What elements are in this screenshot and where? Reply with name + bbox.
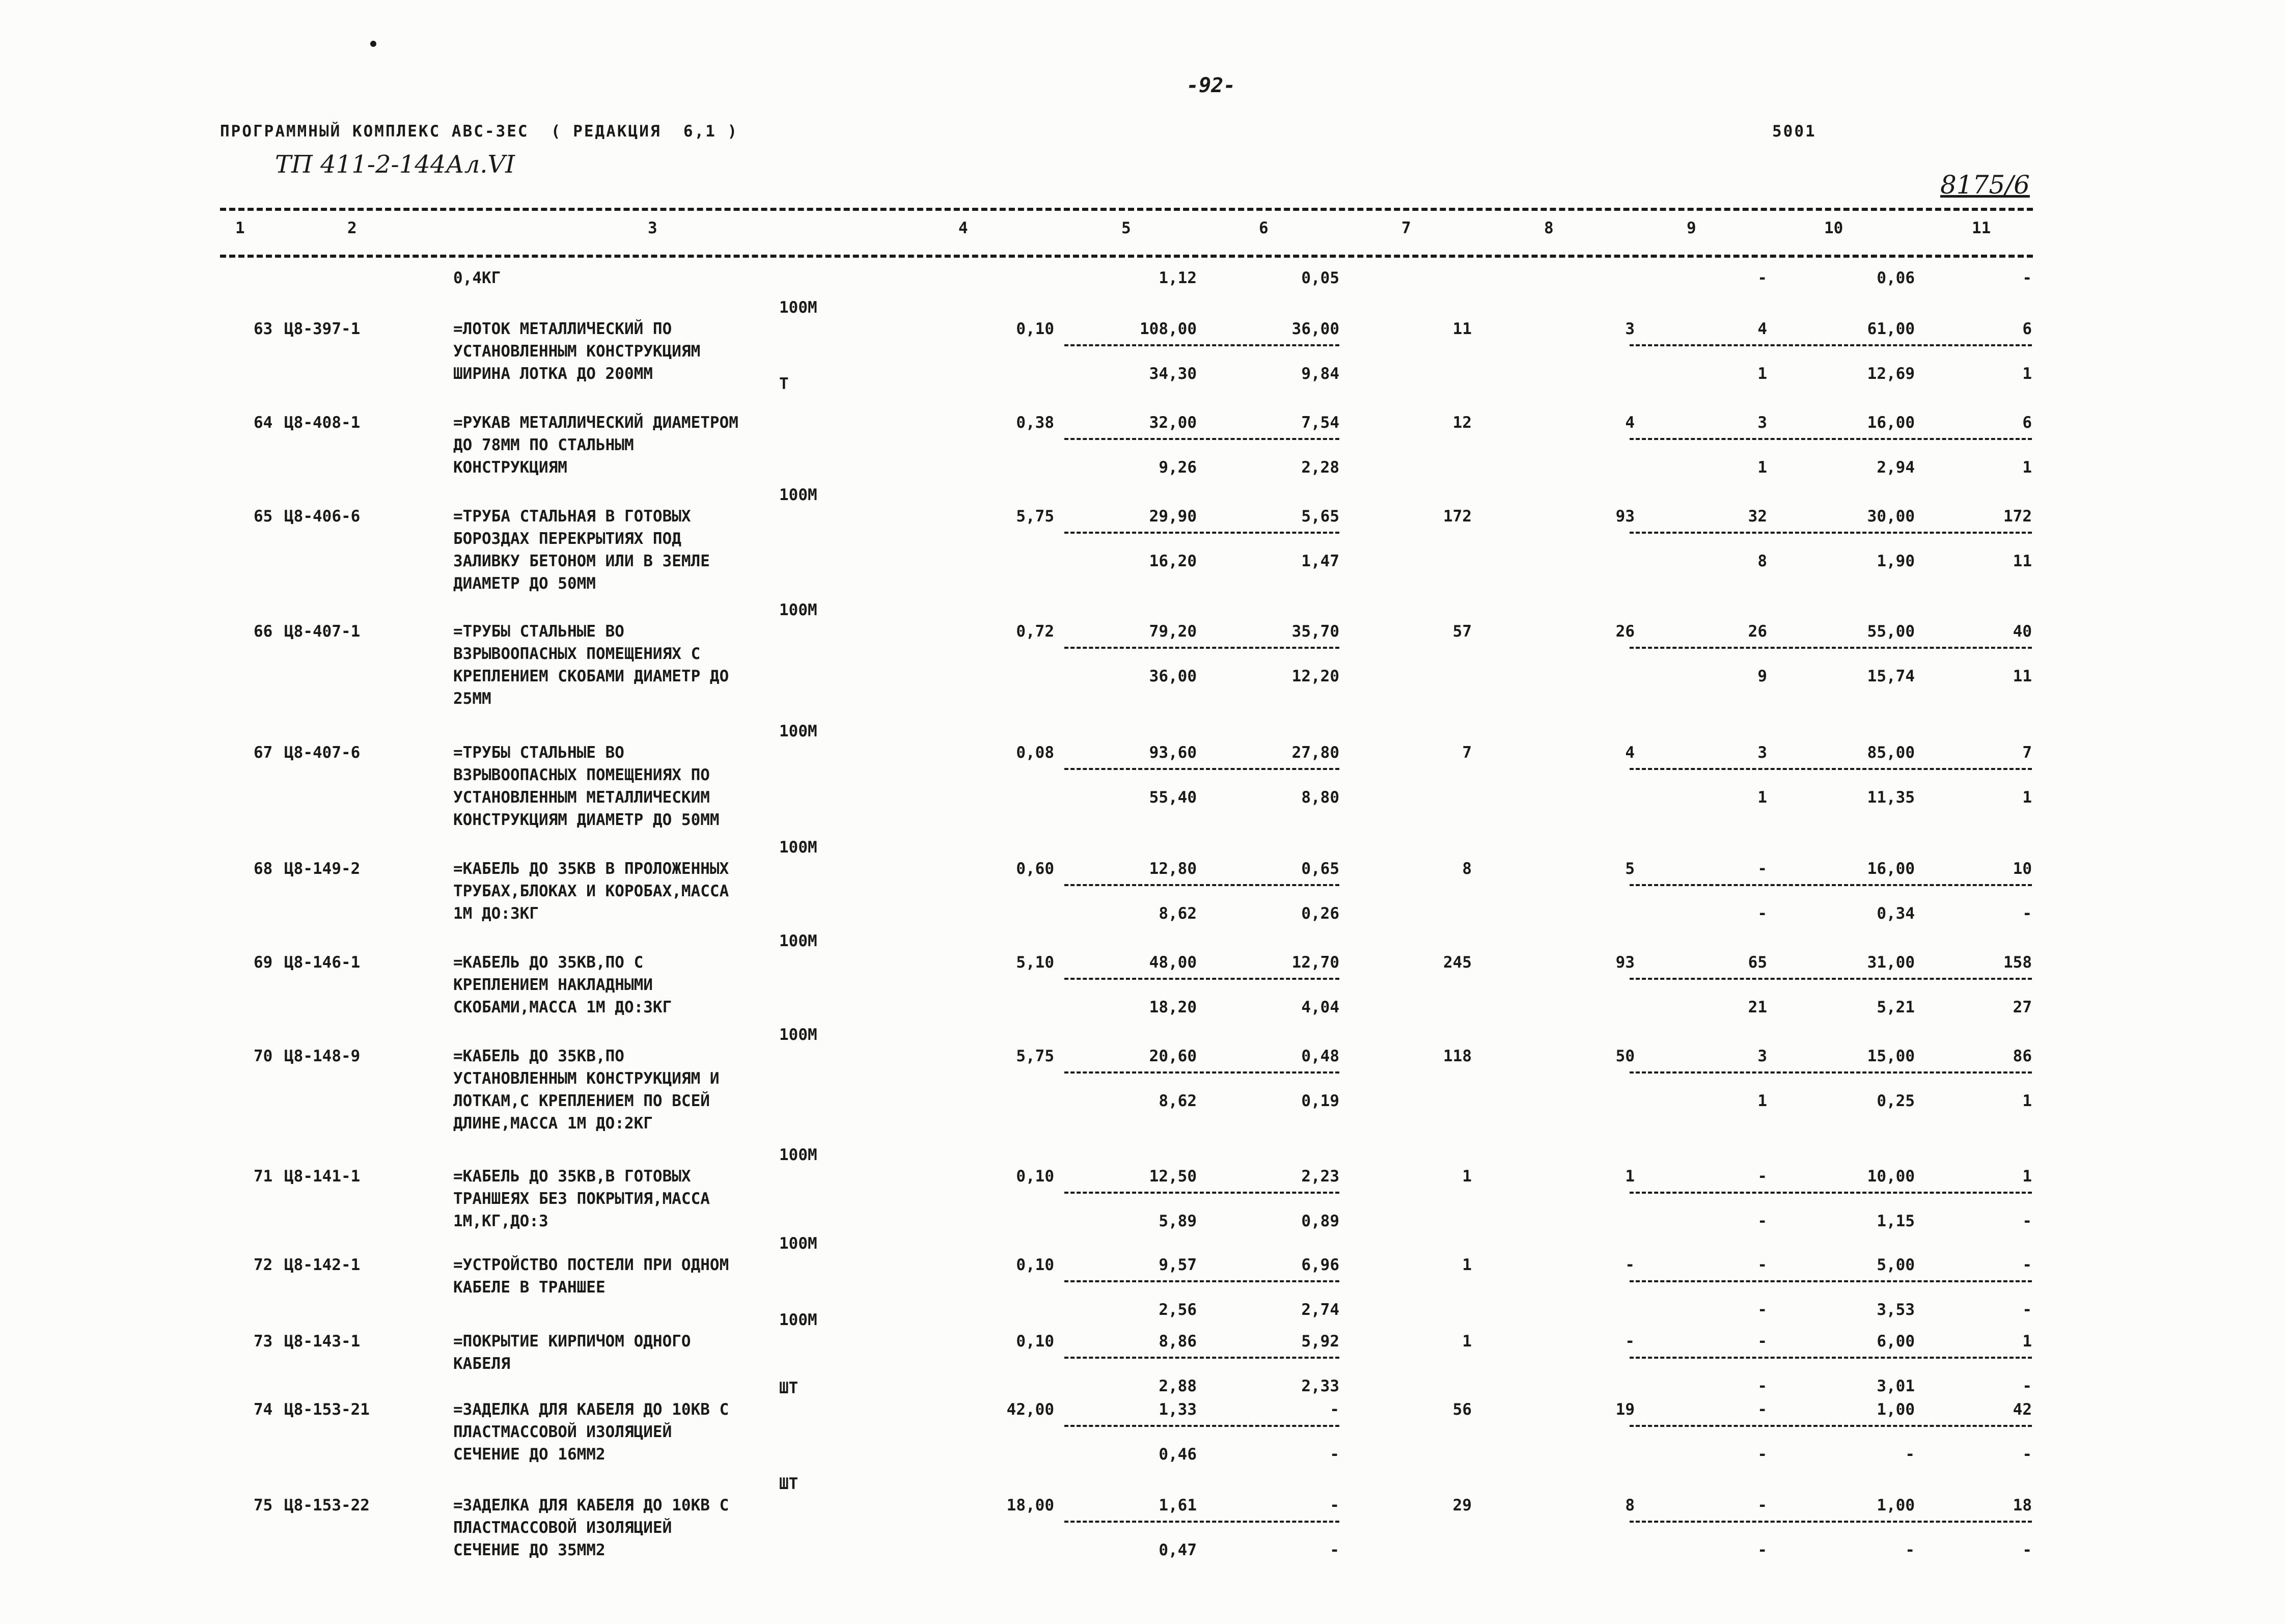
col10-lower-value: 5,21 <box>1877 998 1915 1016</box>
col9-lower-value: - <box>1757 1212 1767 1230</box>
col9-upper-value: - <box>1757 1332 1767 1351</box>
col6-value: 0,05 <box>1301 269 1339 287</box>
col9-lower-value: - <box>1757 904 1767 923</box>
col9-lower-value: - <box>1757 1445 1767 1464</box>
quantity: 0,10 <box>1016 1256 1054 1274</box>
quantity: 0,10 <box>1016 1167 1054 1186</box>
col6-lower-value: 1,47 <box>1301 552 1339 570</box>
col11-upper-value: 86 <box>2013 1047 2032 1065</box>
norm-code: Ц8-407-6 <box>284 744 361 762</box>
col11-lower-value: 1 <box>2022 365 2032 383</box>
dash-cols-5-6 <box>1064 1071 1339 1074</box>
unit-label: Т <box>779 375 789 393</box>
col10-lower-value: - <box>1905 1445 1915 1464</box>
work-description: КРЕПЛЕНИЕМ СКОБАМИ ДИАМЕТР ДО <box>453 667 729 685</box>
col10-upper-value: 1,00 <box>1877 1496 1915 1515</box>
norm-code: Ц8-141-1 <box>284 1167 361 1186</box>
dash-cols-9-11 <box>1630 1357 2032 1359</box>
work-description: =ПОКРЫТИЕ КИРПИЧОМ ОДНОГО <box>453 1332 691 1351</box>
col9-upper-value: - <box>1757 1496 1767 1515</box>
col7-value: 1 <box>1462 1332 1472 1351</box>
col10-upper-value: 30,00 <box>1867 507 1915 526</box>
col10-lower-value: 11,35 <box>1867 788 1915 807</box>
quantity: 0,10 <box>1016 320 1054 338</box>
work-description: =КАБЕЛЬ ДО 35КВ В ПРОЛОЖЕННЫХ <box>453 860 729 878</box>
dash-cols-9-11 <box>1630 884 2032 886</box>
col10-upper-value: 16,00 <box>1867 414 1915 432</box>
col10-upper-value: 15,00 <box>1867 1047 1915 1065</box>
col-header-7: 7 <box>1401 219 1411 237</box>
quantity: 0,38 <box>1016 414 1054 432</box>
col11-upper-value: 42 <box>2013 1400 2032 1419</box>
col5-lower-value: 0,46 <box>1159 1445 1197 1464</box>
col10-lower-value: - <box>1905 1541 1915 1559</box>
col9-upper-value: 26 <box>1748 622 1767 641</box>
col5-upper-value: 93,60 <box>1149 744 1197 762</box>
col11-lower-value: 27 <box>2013 998 2032 1016</box>
col5-upper-value: 1,61 <box>1159 1496 1197 1515</box>
col5-lower-value: 5,89 <box>1159 1212 1197 1230</box>
dash-cols-9-11 <box>1630 768 2032 770</box>
col11-lower-value: - <box>2022 1212 2032 1230</box>
norm-code: Ц8-153-21 <box>284 1400 370 1419</box>
dash-cols-9-11 <box>1630 1425 2032 1427</box>
col5-lower-value: 8,62 <box>1159 904 1197 923</box>
unit-label: 100М <box>779 722 817 740</box>
dash-cols-9-11 <box>1630 1521 2032 1523</box>
col11-lower-value: - <box>2022 904 2032 923</box>
dash-cols-9-11 <box>1630 532 2032 534</box>
col5-lower-value: 16,20 <box>1149 552 1197 570</box>
col8-value: 5 <box>1625 860 1635 878</box>
row-number: 70 <box>254 1047 273 1065</box>
col-header-11: 11 <box>1972 219 1991 237</box>
col6-lower-value: 12,20 <box>1291 667 1339 685</box>
col11-upper-value: 6 <box>2022 320 2032 338</box>
col5-lower-value: 8,62 <box>1159 1092 1197 1110</box>
work-description: =ТРУБЫ СТАЛЬНЫЕ ВО <box>453 744 624 762</box>
col11-lower-value: - <box>2022 1377 2032 1395</box>
quantity: 0,08 <box>1016 744 1054 762</box>
work-description: СЕЧЕНИЕ ДО 35ММ2 <box>453 1541 605 1559</box>
row-number: 72 <box>254 1256 273 1274</box>
col9-lower-value: - <box>1757 1301 1767 1319</box>
col9-value: - <box>1757 269 1767 287</box>
col8-value: 3 <box>1625 320 1635 338</box>
col6-lower-value: 0,26 <box>1301 904 1339 923</box>
col6-lower-value: - <box>1330 1445 1339 1464</box>
col10-lower-value: 1,15 <box>1877 1212 1915 1230</box>
norm-code: Ц8-142-1 <box>284 1256 361 1274</box>
col6-lower-value: - <box>1330 1541 1339 1559</box>
dash-cols-5-6 <box>1064 647 1339 649</box>
norm-code: Ц8-408-1 <box>284 414 361 432</box>
work-description: 1М ДО:3КГ <box>453 904 539 923</box>
col11-upper-value: 10 <box>2013 860 2032 878</box>
col5-upper-value: 20,60 <box>1149 1047 1197 1065</box>
work-description: ДИАМЕТР ДО 50ММ <box>453 574 596 593</box>
norm-code: Ц8-148-9 <box>284 1047 361 1065</box>
norm-code: Ц8-146-1 <box>284 953 361 972</box>
col11-lower-value: 11 <box>2013 667 2032 685</box>
col7-value: 11 <box>1452 320 1472 338</box>
col6-upper-value: 0,48 <box>1301 1047 1339 1065</box>
col9-upper-value: - <box>1757 1256 1767 1274</box>
work-description: КАБЕЛЕ В ТРАНШЕЕ <box>453 1278 605 1297</box>
col5-upper-value: 12,80 <box>1149 860 1197 878</box>
col8-value: 50 <box>1615 1047 1635 1065</box>
unit-label: 100М <box>779 1234 817 1253</box>
col11-upper-value: 6 <box>2022 414 2032 432</box>
work-description: ДО 78ММ ПО СТАЛЬНЫМ <box>453 436 634 454</box>
col10-upper-value: 16,00 <box>1867 860 1915 878</box>
col8-value: - <box>1625 1256 1635 1274</box>
work-description: СЕЧЕНИЕ ДО 16ММ2 <box>453 1445 605 1464</box>
col5-upper-value: 79,20 <box>1149 622 1197 641</box>
quantity: 0,10 <box>1016 1332 1054 1351</box>
col7-value: 29 <box>1452 1496 1472 1515</box>
work-description: =КАБЕЛЬ ДО 35КВ,В ГОТОВЫХ <box>453 1167 691 1186</box>
col-header-2: 2 <box>347 219 357 237</box>
work-description: =УСТРОЙСТВО ПОСТЕЛИ ПРИ ОДНОМ <box>453 1256 729 1274</box>
unit-label: 100М <box>779 838 817 857</box>
row-number: 63 <box>254 320 273 338</box>
col5-lower-value: 18,20 <box>1149 998 1197 1016</box>
unit-label: 100М <box>779 1146 817 1164</box>
col8-value: 93 <box>1615 507 1635 526</box>
norm-code: Ц8-149-2 <box>284 860 361 878</box>
work-description: =РУКАВ МЕТАЛЛИЧЕСКИЙ ДИАМЕТРОМ <box>453 414 738 432</box>
col8-value: - <box>1625 1332 1635 1351</box>
col9-upper-value: - <box>1757 860 1767 878</box>
col7-value: 245 <box>1443 953 1472 972</box>
col7-value: 1 <box>1462 1167 1472 1186</box>
work-description: 25ММ <box>453 690 491 708</box>
work-description: УСТАНОВЛЕННЫМ КОНСТРУКЦИЯМ <box>453 342 701 361</box>
col8-value: 19 <box>1615 1400 1635 1419</box>
col9-upper-value: 3 <box>1757 1047 1767 1065</box>
col6-upper-value: 12,70 <box>1291 953 1339 972</box>
col11-upper-value: 158 <box>2003 953 2032 972</box>
work-description: КОНСТРУКЦИЯМ ДИАМЕТР ДО 50ММ <box>453 811 720 829</box>
col11-upper-value: 7 <box>2022 744 2032 762</box>
work-description: ТРУБАХ,БЛОКАХ И КОРОБАХ,МАССА <box>453 882 729 900</box>
norm-code: Ц8-397-1 <box>284 320 361 338</box>
col9-lower-value: 1 <box>1757 788 1767 807</box>
col-header-3: 3 <box>648 219 657 237</box>
col7-value: 1 <box>1462 1256 1472 1274</box>
dash-cols-5-6 <box>1064 768 1339 770</box>
quantity: 5,75 <box>1016 1047 1054 1065</box>
unit-label: 100М <box>779 1311 817 1329</box>
col6-lower-value: 2,28 <box>1301 458 1339 477</box>
row-number: 64 <box>254 414 273 432</box>
col5-lower-value: 55,40 <box>1149 788 1197 807</box>
col8-value: 8 <box>1625 1496 1635 1515</box>
work-description: 0,4КГ <box>453 269 501 287</box>
page-number: -92- <box>1187 74 1236 97</box>
dash-cols-5-6 <box>1064 1357 1339 1359</box>
col5-lower-value: 36,00 <box>1149 667 1197 685</box>
row-number: 75 <box>254 1496 273 1515</box>
col6-upper-value: 5,65 <box>1301 507 1339 526</box>
work-description: =ТРУБА СТАЛЬНАЯ В ГОТОВЫХ <box>453 507 691 526</box>
col10-upper-value: 6,00 <box>1877 1332 1915 1351</box>
work-description: УСТАНОВЛЕННЫМ КОНСТРУКЦИЯМ И <box>453 1069 720 1088</box>
col11-lower-value: 1 <box>2022 1092 2032 1110</box>
col10-upper-value: 31,00 <box>1867 953 1915 972</box>
col7-value: 7 <box>1462 744 1472 762</box>
col7-value: 56 <box>1452 1400 1472 1419</box>
col9-lower-value: 21 <box>1748 998 1767 1016</box>
dash-cols-5-6 <box>1064 438 1339 440</box>
norm-code: Ц8-407-1 <box>284 622 361 641</box>
row-number: 71 <box>254 1167 273 1186</box>
col6-upper-value: 7,54 <box>1301 414 1339 432</box>
col11-upper-value: 18 <box>2013 1496 2032 1515</box>
norm-code: Ц8-406-6 <box>284 507 361 526</box>
col9-lower-value: 1 <box>1757 1092 1767 1110</box>
col5-upper-value: 32,00 <box>1149 414 1197 432</box>
work-description: УСТАНОВЛЕННЫМ МЕТАЛЛИЧЕСКИМ <box>453 788 710 807</box>
col9-lower-value: 8 <box>1757 552 1767 570</box>
unit-label: ШТ <box>779 1475 799 1493</box>
row-number: 66 <box>254 622 273 641</box>
col5-value: 1,12 <box>1159 269 1197 287</box>
dash-cols-9-11 <box>1630 438 2032 440</box>
col5-lower-value: 34,30 <box>1149 365 1197 383</box>
col9-upper-value: 32 <box>1748 507 1767 526</box>
work-description: БОРОЗДАХ ПЕРЕКРЫТИЯХ ПОД <box>453 530 681 548</box>
col11-lower-value: 11 <box>2013 552 2032 570</box>
col7-value: 8 <box>1462 860 1472 878</box>
col11-lower-value: - <box>2022 1541 2032 1559</box>
col9-upper-value: 65 <box>1748 953 1767 972</box>
dash-cols-5-6 <box>1064 978 1339 980</box>
dash-cols-9-11 <box>1630 344 2032 346</box>
col6-upper-value: - <box>1330 1496 1339 1515</box>
col10-lower-value: 1,90 <box>1877 552 1915 570</box>
col9-upper-value: 3 <box>1757 744 1767 762</box>
row-number: 73 <box>254 1332 273 1351</box>
row-number: 69 <box>254 953 273 972</box>
col10-lower-value: 0,34 <box>1877 904 1915 923</box>
col11-upper-value: 172 <box>2003 507 2032 526</box>
col-header-6: 6 <box>1259 219 1269 237</box>
row-number: 65 <box>254 507 273 526</box>
col5-upper-value: 108,00 <box>1140 320 1197 338</box>
col6-lower-value: 4,04 <box>1301 998 1339 1016</box>
col9-lower-value: - <box>1757 1377 1767 1395</box>
col11-upper-value: 1 <box>2022 1167 2032 1186</box>
dash-cols-9-11 <box>1630 1280 2032 1282</box>
unit-label: 100М <box>779 932 817 950</box>
col5-lower-value: 2,88 <box>1159 1377 1197 1395</box>
col5-upper-value: 12,50 <box>1149 1167 1197 1186</box>
col6-upper-value: 2,23 <box>1301 1167 1339 1186</box>
work-description: ВЗРЫВООПАСНЫХ ПОМЕЩЕНИЯХ ПО <box>453 766 710 784</box>
col6-lower-value: 0,89 <box>1301 1212 1339 1230</box>
col6-lower-value: 0,19 <box>1301 1092 1339 1110</box>
quantity: 5,10 <box>1016 953 1054 972</box>
col10-lower-value: 15,74 <box>1867 667 1915 685</box>
handwritten-reference: ТП 411-2-144Ал.VI <box>275 150 515 179</box>
col6-upper-value: 35,70 <box>1291 622 1339 641</box>
sheet-number: 8175/6 <box>1940 170 2030 200</box>
col9-lower-value: 9 <box>1757 667 1767 685</box>
col-header-8: 8 <box>1544 219 1554 237</box>
col11-lower-value: - <box>2022 1445 2032 1464</box>
col6-upper-value: 5,92 <box>1301 1332 1339 1351</box>
col10-upper-value: 1,00 <box>1877 1400 1915 1419</box>
dash-cols-5-6 <box>1064 532 1339 534</box>
unit-label: 100М <box>779 298 817 317</box>
col6-upper-value: - <box>1330 1400 1339 1419</box>
quantity: 42,00 <box>1006 1400 1054 1419</box>
row-number: 74 <box>254 1400 273 1419</box>
work-description: =ЛОТОК МЕТАЛЛИЧЕСКИЙ ПО <box>453 320 672 338</box>
dash-cols-5-6 <box>1064 1280 1339 1282</box>
work-description: ДЛИНЕ,МАССА 1М ДО:2КГ <box>453 1114 653 1133</box>
col6-upper-value: 0,65 <box>1301 860 1339 878</box>
work-description: =КАБЕЛЬ ДО 35КВ,ПО С <box>453 953 644 972</box>
col8-value: 1 <box>1625 1167 1635 1186</box>
col8-value: 26 <box>1615 622 1635 641</box>
dash-cols-9-11 <box>1630 978 2032 980</box>
col7-value: 57 <box>1452 622 1472 641</box>
quantity: 0,60 <box>1016 860 1054 878</box>
work-description: КОНСТРУКЦИЯМ <box>453 458 567 477</box>
quantity: 18,00 <box>1006 1496 1054 1515</box>
work-description: ЛОТКАМ,С КРЕПЛЕНИЕМ ПО ВСЕЙ <box>453 1092 710 1110</box>
col7-value: 118 <box>1443 1047 1472 1065</box>
work-description: КРЕПЛЕНИЕМ НАКЛАДНЫМИ <box>453 976 653 994</box>
work-description: ШИРИНА ЛОТКА ДО 200ММ <box>453 365 653 383</box>
work-description: ПЛАСТМАССОВОЙ ИЗОЛЯЦИЕЙ <box>453 1423 672 1441</box>
col10-upper-value: 5,00 <box>1877 1256 1915 1274</box>
quantity: 0,72 <box>1016 622 1054 641</box>
work-description: ЗАЛИВКУ БЕТОНОМ ИЛИ В ЗЕМЛЕ <box>453 552 710 570</box>
work-description: =ЗАДЕЛКА ДЛЯ КАБЕЛЯ ДО 10КВ С <box>453 1400 729 1419</box>
col7-value: 172 <box>1443 507 1472 526</box>
work-description: СКОБАМИ,МАССА 1М ДО:3КГ <box>453 998 672 1016</box>
unit-label: ШТ <box>779 1379 799 1397</box>
work-description: ТРАНШЕЯХ БЕЗ ПОКРЫТИЯ,МАССА <box>453 1190 710 1208</box>
work-description: 1М,КГ,ДО:3 <box>453 1212 548 1230</box>
col11-lower-value: 1 <box>2022 458 2032 477</box>
col10-lower-value: 0,25 <box>1877 1092 1915 1110</box>
col10-lower-value: 12,69 <box>1867 365 1915 383</box>
col9-lower-value: 1 <box>1757 458 1767 477</box>
program-title: ПРОГРАММНЫЙ КОМПЛЕКС АВС-3ЕС ( РЕДАКЦИЯ 6,1 ) <box>220 122 739 141</box>
col9-upper-value: 4 <box>1757 320 1767 338</box>
work-description: ПЛАСТМАССОВОЙ ИЗОЛЯЦИЕЙ <box>453 1519 672 1537</box>
col9-lower-value: - <box>1757 1541 1767 1559</box>
row-number: 67 <box>254 744 273 762</box>
norm-code: Ц8-153-22 <box>284 1496 370 1515</box>
unit-label: 100М <box>779 1026 817 1044</box>
dash-cols-5-6 <box>1064 1192 1339 1194</box>
col11-lower-value: - <box>2022 1301 2032 1319</box>
col-header-4: 4 <box>958 219 968 237</box>
dash-cols-5-6 <box>1064 1425 1339 1427</box>
dash-cols-5-6 <box>1064 344 1339 346</box>
col-header-9: 9 <box>1687 219 1696 237</box>
norm-code: Ц8-143-1 <box>284 1332 361 1351</box>
col10-lower-value: 2,94 <box>1877 458 1915 477</box>
col8-value: 4 <box>1625 744 1635 762</box>
col9-upper-value: 3 <box>1757 414 1767 432</box>
col6-lower-value: 8,80 <box>1301 788 1339 807</box>
col10-upper-value: 10,00 <box>1867 1167 1915 1186</box>
col10-upper-value: 85,00 <box>1867 744 1915 762</box>
dash-cols-9-11 <box>1630 1192 2032 1194</box>
quantity: 5,75 <box>1016 507 1054 526</box>
col6-lower-value: 2,33 <box>1301 1377 1339 1395</box>
dash-cols-5-6 <box>1064 1521 1339 1523</box>
col5-upper-value: 8,86 <box>1159 1332 1197 1351</box>
col6-upper-value: 36,00 <box>1291 320 1339 338</box>
dash-cols-9-11 <box>1630 647 2032 649</box>
col6-lower-value: 9,84 <box>1301 365 1339 383</box>
col5-upper-value: 9,57 <box>1159 1256 1197 1274</box>
col5-lower-value: 0,47 <box>1159 1541 1197 1559</box>
col9-lower-value: 1 <box>1757 365 1767 383</box>
work-description: =КАБЕЛЬ ДО 35КВ,ПО <box>453 1047 624 1065</box>
col11-upper-value: 40 <box>2013 622 2032 641</box>
col9-upper-value: - <box>1757 1400 1767 1419</box>
col-header-1: 1 <box>235 219 245 237</box>
col11-upper-value: - <box>2022 1256 2032 1274</box>
col5-upper-value: 29,90 <box>1149 507 1197 526</box>
document-code: 5001 <box>1772 122 1816 141</box>
unit-label: 100М <box>779 486 817 504</box>
col5-lower-value: 2,56 <box>1159 1301 1197 1319</box>
col8-value: 4 <box>1625 414 1635 432</box>
col7-value: 12 <box>1452 414 1472 432</box>
col9-upper-value: - <box>1757 1167 1767 1186</box>
col6-upper-value: 27,80 <box>1291 744 1339 762</box>
col10-value: 0,06 <box>1877 269 1915 287</box>
col10-lower-value: 3,53 <box>1877 1301 1915 1319</box>
work-description: =ЗАДЕЛКА ДЛЯ КАБЕЛЯ ДО 10КВ С <box>453 1496 729 1515</box>
dash-cols-5-6 <box>1064 884 1339 886</box>
row-number: 68 <box>254 860 273 878</box>
col-header-10: 10 <box>1824 219 1843 237</box>
col5-upper-value: 1,33 <box>1159 1400 1197 1419</box>
col6-lower-value: 2,74 <box>1301 1301 1339 1319</box>
col10-upper-value: 55,00 <box>1867 622 1915 641</box>
col6-upper-value: 6,96 <box>1301 1256 1339 1274</box>
col11-value: - <box>2022 269 2032 287</box>
unit-label: 100М <box>779 601 817 619</box>
col10-upper-value: 61,00 <box>1867 320 1915 338</box>
col8-value: 93 <box>1615 953 1635 972</box>
dash-cols-9-11 <box>1630 1071 2032 1074</box>
col11-lower-value: 1 <box>2022 788 2032 807</box>
col10-lower-value: 3,01 <box>1877 1377 1915 1395</box>
col5-upper-value: 48,00 <box>1149 953 1197 972</box>
work-description: ВЗРЫВООПАСНЫХ ПОМЕЩЕНИЯХ С <box>453 645 701 663</box>
work-description: КАБЕЛЯ <box>453 1355 510 1373</box>
col-header-5: 5 <box>1121 219 1131 237</box>
col5-lower-value: 9,26 <box>1159 458 1197 477</box>
work-description: =ТРУБЫ СТАЛЬНЫЕ ВО <box>453 622 624 641</box>
col11-upper-value: 1 <box>2022 1332 2032 1351</box>
